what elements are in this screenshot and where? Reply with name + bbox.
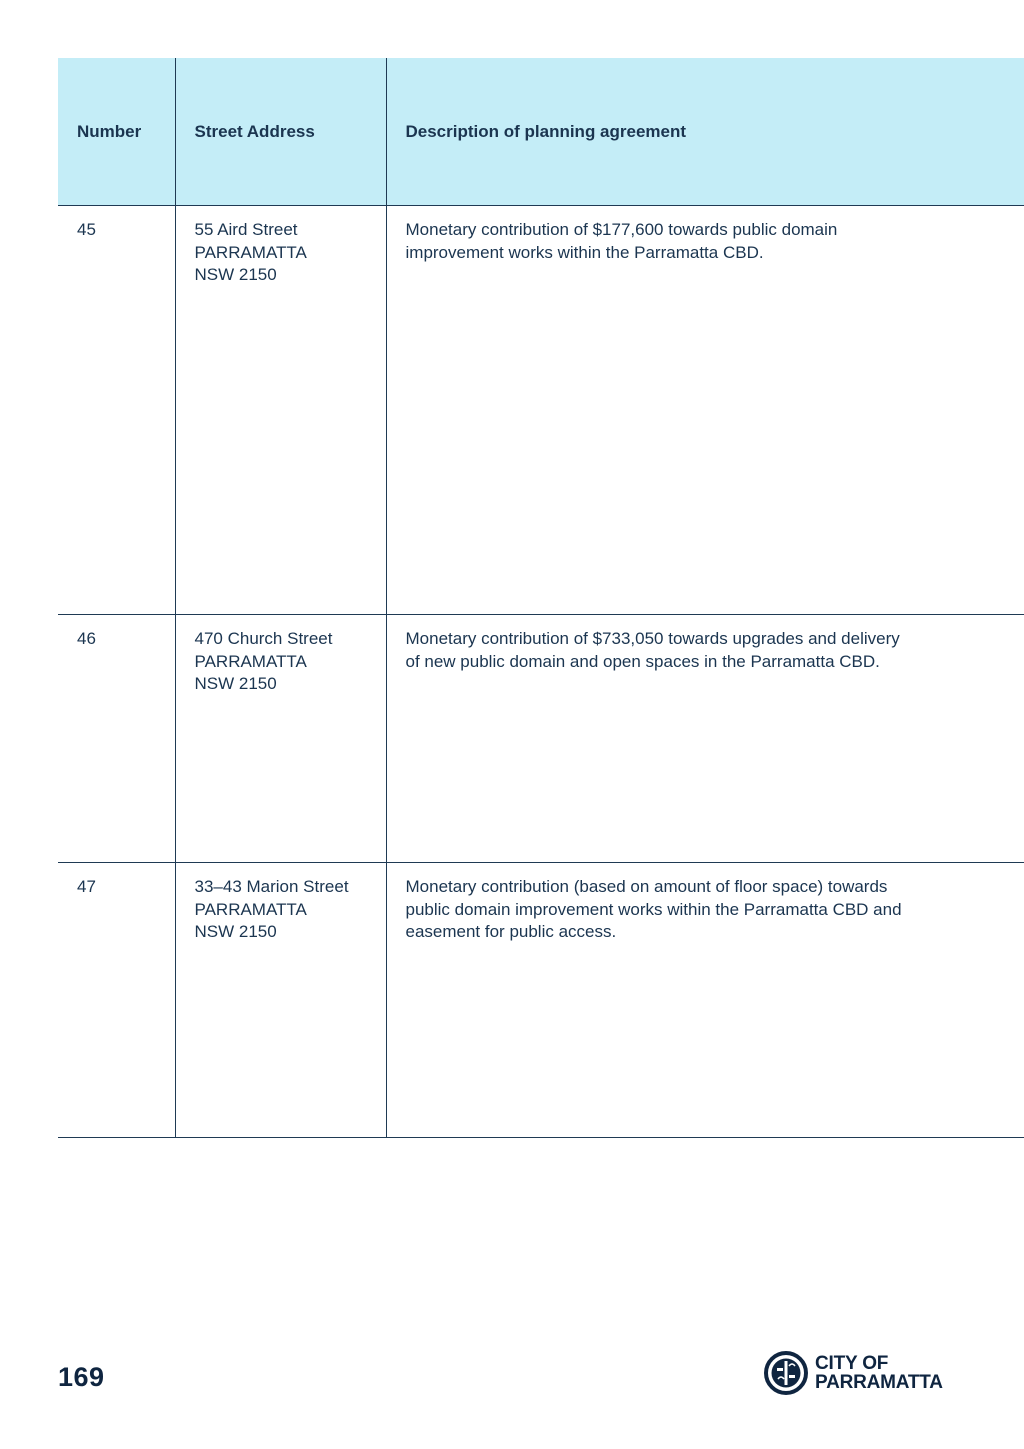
cell-number: 47 [58,863,175,1138]
address-state-postcode: NSW 2150 [194,922,277,941]
page-number: 169 [58,1362,105,1392]
cell-number: 45 [58,206,175,615]
cell-street-address [175,615,386,863]
table-row [58,863,1024,1138]
address-suburb: PARRAMATTA [194,242,307,262]
planning-agreements-table [58,58,1024,1138]
city-seal-icon [764,1351,808,1395]
logo-line-city-of: CITY OF [815,1353,889,1374]
header-description: Description of planning agreement [386,58,1024,206]
logo-wordmark [815,1354,943,1392]
table-row [58,615,1024,863]
table-row [58,206,1024,615]
cell-description: Monetary contribution of $177,600 towards public domain improvement works within the Parramatta CBD. [386,206,1024,615]
cell-street-address [175,863,386,1138]
address-suburb: PARRAMATTA [194,651,307,671]
address-street: 55 Aird Street [194,220,298,239]
header-number: Number [58,58,175,206]
table-header [58,58,1024,206]
address-state-postcode: NSW 2150 [194,265,277,284]
address-street: 470 Church Street [194,629,333,648]
city-of-parramatta-logo [764,1351,943,1395]
cell-number: 46 [58,615,175,863]
cell-description: Monetary contribution of $733,050 towards upgrades and delivery of new public domain and open spaces in the Parramatta CBD. [386,615,1024,863]
header-street-address: Street Address [175,58,386,206]
address-state-postcode: NSW 2150 [194,674,277,693]
logo-line-parramatta: PARRAMATTA [815,1372,943,1393]
cell-street-address [175,206,386,615]
address-suburb: PARRAMATTA [194,899,307,919]
cell-description: Monetary contribution (based on amount of floor space) towards public domain improvement works within the Parramatta CBD and easement for public access. [386,863,1024,1138]
address-street: 33–43 Marion Street [194,877,349,896]
